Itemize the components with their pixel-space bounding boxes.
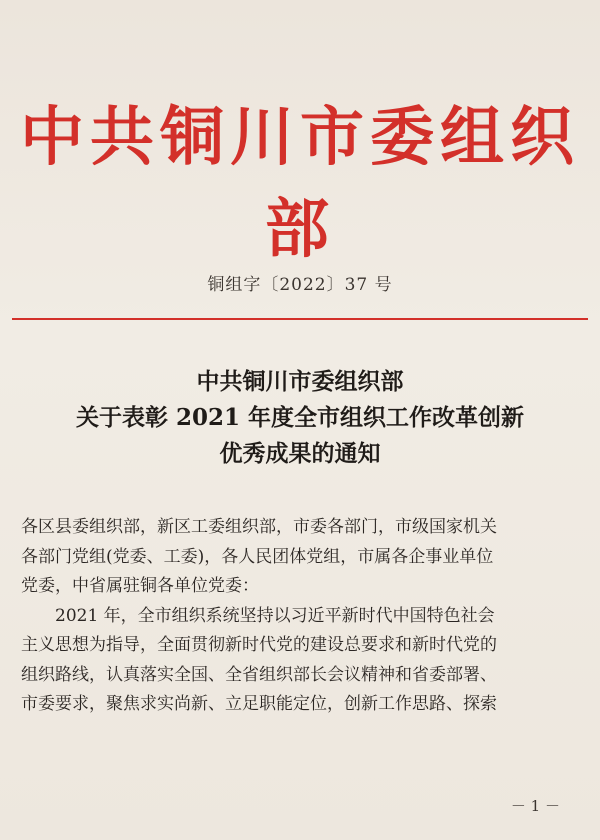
body-line: 市委要求，聚焦求实尚新、立足职能定位，创新工作思路、探索 <box>21 694 497 714</box>
body-text <box>21 513 587 720</box>
body-line: 各区县委组织部，新区工委组织部，市委各部门，市级国家机关 <box>21 517 497 537</box>
notice-title-line-3: 优秀成果的通知 <box>219 440 381 467</box>
notice-title-line-1: 中共铜川市委组织部 <box>196 368 404 395</box>
body-line: 主义思想为指导，全面贯彻新时代党的建设总要求和新时代党的 <box>21 635 497 655</box>
body-line: 各部门党组(党委、工委)，各人民团体党组，市属各企事业单位 <box>21 546 494 567</box>
body-line: 组织路线，认真落实全国、全省组织部长会议精神和省委部署、 <box>21 664 497 685</box>
page-number: － 1 － <box>510 797 560 815</box>
red-divider-line <box>12 318 588 320</box>
body-line: 党委，中省属驻铜各单位党委： <box>21 576 259 596</box>
notice-title-line-2: 关于表彰 2021 年度全市组织工作改革创新 <box>75 404 525 431</box>
document-number: 铜组字〔2022〕37 号 <box>207 275 393 295</box>
body-line: 2021 年，全市组织系统坚持以习近平新时代中国特色社会 <box>21 605 495 626</box>
notice-title <box>0 364 600 472</box>
letterhead-title: 中共铜川市委组织部 <box>20 100 580 267</box>
